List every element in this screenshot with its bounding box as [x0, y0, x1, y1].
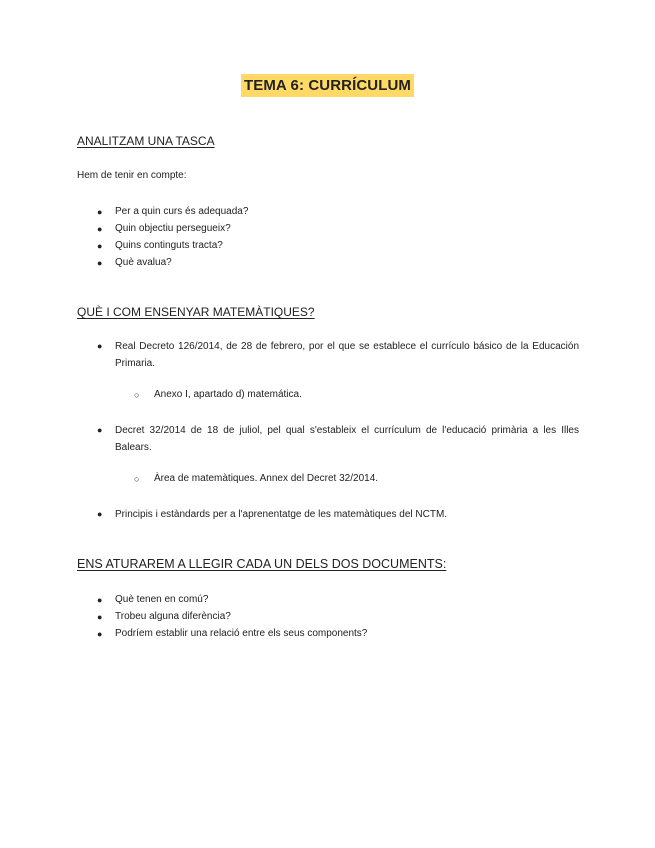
bullet-icon: ●	[97, 629, 103, 639]
bullet-icon: ●	[97, 612, 103, 622]
sub-bullet-icon: ○	[134, 474, 140, 484]
area-text: Àrea de matemàtiques. Annex del Decret 32/2014.	[154, 473, 379, 484]
bullet-icon: ●	[97, 258, 103, 268]
section-heading-ens-aturarem: ENS ATURAREM A LLEGIR CADA UN DELS DOS DOCUMENTS:	[77, 557, 447, 571]
list-item-text: Quins continguts tracta?	[115, 240, 223, 251]
sub-bullet-icon: ○	[134, 390, 140, 400]
nctm-text: Principis i estàndards per a l'aprenentatge de les matemàtiques del NCTM.	[115, 509, 448, 520]
bullet-icon: ●	[97, 341, 103, 351]
list-item-text: Què avalua?	[115, 257, 172, 268]
bullet-icon: ●	[97, 224, 103, 234]
anexo-text: Anexo I, apartado d) matemática.	[154, 389, 302, 400]
list-item-text: Podríem establir una relació entre els seus components?	[115, 628, 368, 639]
intro-text: Hem de tenir en compte:	[77, 170, 187, 181]
list-item-text: Trobeu alguna diferència?	[115, 611, 231, 622]
title-container	[0, 74, 655, 97]
bullet-icon: ●	[97, 241, 103, 251]
bullet-icon: ●	[97, 207, 103, 217]
decret-paragraph: Decret 32/2014 de 18 de juliol, pel qual s'estableix el currículum de l'educació primària a les Illes Balears.	[115, 425, 579, 453]
real-decreto-paragraph: Real Decreto 126/2014, de 28 de febrero, por el que se establece el currículo básico de la Educación Primaria.	[115, 341, 579, 369]
bullet-icon: ●	[97, 509, 103, 519]
bullet-icon: ●	[97, 595, 103, 605]
bullet-icon: ●	[97, 425, 103, 435]
section-heading-analitzam: ANALITZAM UNA TASCA	[77, 134, 215, 148]
page-title: TEMA 6: CURRÍCULUM	[241, 74, 414, 97]
list-item-text: Per a quin curs és adequada?	[115, 206, 249, 217]
section-heading-que-i-com: QUÈ I COM ENSENYAR MATEMÀTIQUES?	[77, 305, 315, 319]
list-item-text: Què tenen en comú?	[115, 594, 209, 605]
list-item-text: Quin objectiu persegueix?	[115, 223, 231, 234]
